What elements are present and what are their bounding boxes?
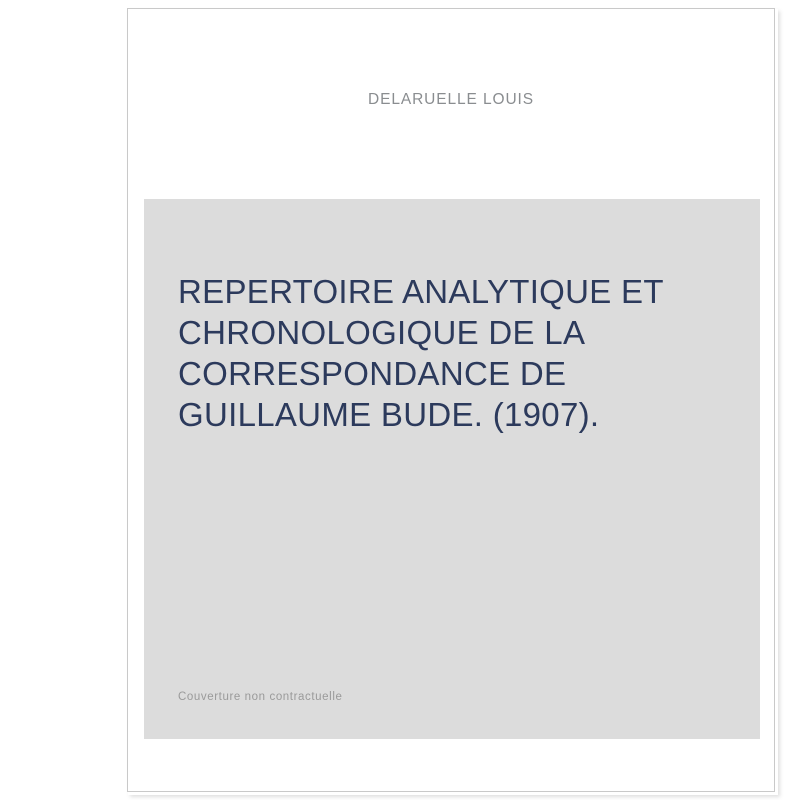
- cover-disclaimer: Couverture non contractuelle: [178, 691, 343, 703]
- book-cover: [127, 8, 775, 792]
- author-name: DELARUELLE LOUIS: [367, 91, 535, 108]
- title-panel: [144, 199, 760, 739]
- book-title: REPERTOIRE ANALYTIQUE ET CHRONOLOGIQUE DE LA CORRESPONDANCE DE GUILLAUME BUDE. (1907).: [178, 273, 664, 433]
